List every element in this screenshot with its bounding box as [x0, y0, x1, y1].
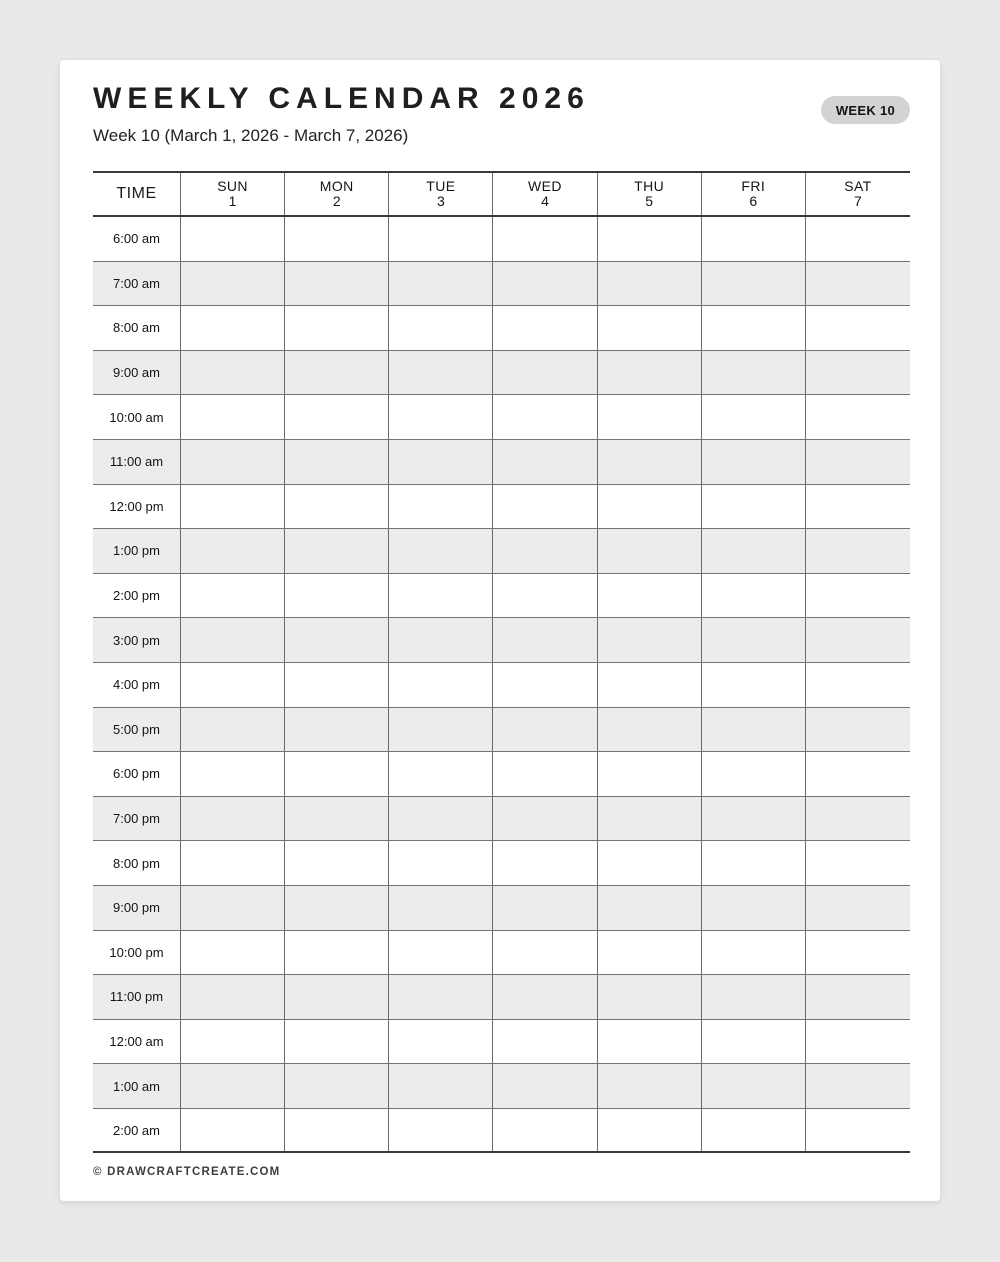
calendar-cell — [702, 886, 806, 930]
weekly-grid — [93, 171, 910, 1153]
time-row — [93, 306, 910, 351]
calendar-cell — [702, 708, 806, 752]
calendar-cell — [181, 931, 285, 975]
time-row — [93, 485, 910, 530]
day-date: 5 — [645, 193, 654, 209]
calendar-cell — [598, 306, 702, 350]
calendar-cell — [702, 752, 806, 796]
calendar-cell — [181, 752, 285, 796]
calendar-cell — [493, 1109, 597, 1152]
calendar-cell — [285, 886, 389, 930]
calendar-cell — [493, 618, 597, 662]
calendar-cell — [493, 351, 597, 395]
calendar-cell — [181, 574, 285, 618]
calendar-cell — [285, 485, 389, 529]
calendar-cell — [493, 841, 597, 885]
calendar-cell — [181, 217, 285, 261]
time-label: 11:00 am — [93, 440, 181, 484]
time-row — [93, 886, 910, 931]
calendar-cell — [702, 663, 806, 707]
day-name: MON — [319, 178, 354, 194]
calendar-cell — [285, 440, 389, 484]
calendar-cell — [285, 708, 389, 752]
grid-body — [93, 217, 910, 1153]
time-label: 8:00 am — [93, 306, 181, 350]
calendar-cell — [598, 529, 702, 573]
calendar-cell — [389, 351, 493, 395]
week-badge: WEEK 10 — [821, 96, 910, 124]
calendar-cell — [285, 574, 389, 618]
calendar-cell — [702, 931, 806, 975]
calendar-cell — [806, 1064, 910, 1108]
calendar-cell — [598, 708, 702, 752]
calendar-cell — [806, 797, 910, 841]
calendar-cell — [493, 975, 597, 1019]
calendar-cell — [598, 797, 702, 841]
calendar-cell — [493, 395, 597, 439]
calendar-cell — [598, 841, 702, 885]
calendar-cell — [389, 797, 493, 841]
time-row — [93, 1109, 910, 1154]
time-row — [93, 529, 910, 574]
calendar-cell — [285, 1064, 389, 1108]
time-label: 1:00 am — [93, 1064, 181, 1108]
calendar-cell — [598, 574, 702, 618]
calendar-cell — [806, 1109, 910, 1152]
calendar-cell — [598, 618, 702, 662]
calendar-cell — [598, 1064, 702, 1108]
calendar-cell — [598, 886, 702, 930]
calendar-cell — [181, 975, 285, 1019]
calendar-cell — [702, 1064, 806, 1108]
calendar-cell — [285, 1109, 389, 1152]
calendar-cell — [181, 663, 285, 707]
calendar-cell — [181, 1020, 285, 1064]
day-header — [285, 173, 389, 215]
day-date: 4 — [541, 193, 549, 209]
time-row — [93, 752, 910, 797]
calendar-cell — [181, 797, 285, 841]
calendar-cell — [806, 574, 910, 618]
time-label: 8:00 pm — [93, 841, 181, 885]
day-header — [493, 173, 597, 215]
calendar-cell — [493, 306, 597, 350]
calendar-cell — [493, 797, 597, 841]
calendar-cell — [285, 351, 389, 395]
calendar-cell — [389, 618, 493, 662]
calendar-cell — [181, 708, 285, 752]
calendar-cell — [285, 395, 389, 439]
calendar-cell — [285, 306, 389, 350]
calendar-cell — [806, 663, 910, 707]
time-row — [93, 574, 910, 619]
calendar-cell — [598, 485, 702, 529]
time-label: 5:00 pm — [93, 708, 181, 752]
time-label: 11:00 pm — [93, 975, 181, 1019]
time-row — [93, 708, 910, 753]
calendar-cell — [598, 663, 702, 707]
calendar-cell — [598, 931, 702, 975]
calendar-cell — [493, 440, 597, 484]
time-column-header: TIME — [93, 173, 181, 215]
calendar-cell — [285, 217, 389, 261]
calendar-cell — [389, 395, 493, 439]
calendar-cell — [493, 663, 597, 707]
time-row — [93, 618, 910, 663]
time-label: 2:00 am — [93, 1109, 181, 1152]
calendar-cell — [181, 886, 285, 930]
calendar-cell — [389, 752, 493, 796]
calendar-cell — [389, 529, 493, 573]
day-date: 1 — [228, 193, 237, 209]
calendar-cell — [702, 485, 806, 529]
calendar-cell — [806, 841, 910, 885]
calendar-cell — [389, 931, 493, 975]
calendar-cell — [389, 306, 493, 350]
calendar-cell — [702, 306, 806, 350]
time-row — [93, 351, 910, 396]
calendar-cell — [702, 797, 806, 841]
day-name: TUE — [426, 178, 456, 194]
calendar-cell — [702, 1109, 806, 1152]
calendar-cell — [598, 217, 702, 261]
calendar-cell — [806, 351, 910, 395]
time-label: 1:00 pm — [93, 529, 181, 573]
calendar-cell — [389, 886, 493, 930]
day-date: 7 — [854, 193, 862, 209]
grid-header-row — [93, 173, 910, 217]
time-row — [93, 262, 910, 307]
calendar-cell — [181, 841, 285, 885]
time-label: 2:00 pm — [93, 574, 181, 618]
calendar-cell — [181, 306, 285, 350]
calendar-cell — [285, 797, 389, 841]
calendar-cell — [806, 975, 910, 1019]
page-header — [93, 80, 910, 147]
calendar-cell — [493, 529, 597, 573]
calendar-cell — [702, 395, 806, 439]
time-label: 12:00 am — [93, 1020, 181, 1064]
calendar-cell — [389, 1064, 493, 1108]
calendar-cell — [181, 485, 285, 529]
calendar-page — [60, 60, 940, 1201]
day-name: SUN — [217, 178, 248, 194]
day-header — [598, 173, 702, 215]
time-row — [93, 841, 910, 886]
calendar-cell — [702, 975, 806, 1019]
time-label: 7:00 am — [93, 262, 181, 306]
calendar-cell — [598, 351, 702, 395]
calendar-cell — [702, 841, 806, 885]
calendar-cell — [702, 262, 806, 306]
calendar-cell — [181, 529, 285, 573]
calendar-cell — [598, 1020, 702, 1064]
calendar-cell — [389, 1020, 493, 1064]
calendar-cell — [285, 752, 389, 796]
day-name: SAT — [844, 178, 872, 194]
time-row — [93, 217, 910, 262]
calendar-cell — [702, 217, 806, 261]
calendar-cell — [181, 618, 285, 662]
calendar-cell — [181, 440, 285, 484]
time-label: 3:00 pm — [93, 618, 181, 662]
calendar-cell — [285, 529, 389, 573]
time-label: 4:00 pm — [93, 663, 181, 707]
calendar-cell — [598, 262, 702, 306]
day-date: 6 — [749, 193, 758, 209]
calendar-cell — [493, 1020, 597, 1064]
calendar-cell — [806, 485, 910, 529]
calendar-cell — [702, 351, 806, 395]
calendar-cell — [181, 351, 285, 395]
calendar-cell — [493, 752, 597, 796]
time-row — [93, 931, 910, 976]
calendar-cell — [702, 618, 806, 662]
time-row — [93, 797, 910, 842]
calendar-cell — [598, 752, 702, 796]
calendar-cell — [598, 440, 702, 484]
calendar-cell — [389, 975, 493, 1019]
calendar-cell — [806, 395, 910, 439]
time-label: 10:00 pm — [93, 931, 181, 975]
day-name: FRI — [741, 178, 766, 194]
day-date: 3 — [436, 193, 445, 209]
calendar-cell — [806, 886, 910, 930]
calendar-cell — [493, 1064, 597, 1108]
time-label: 9:00 pm — [93, 886, 181, 930]
calendar-cell — [493, 262, 597, 306]
time-label: 9:00 am — [93, 351, 181, 395]
calendar-cell — [181, 395, 285, 439]
calendar-cell — [389, 663, 493, 707]
calendar-cell — [181, 262, 285, 306]
calendar-cell — [806, 752, 910, 796]
calendar-cell — [493, 708, 597, 752]
calendar-cell — [702, 529, 806, 573]
page-title: WEEKLY CALENDAR 2026 — [93, 82, 590, 115]
calendar-cell — [285, 975, 389, 1019]
calendar-cell — [598, 975, 702, 1019]
calendar-cell — [806, 440, 910, 484]
calendar-cell — [493, 886, 597, 930]
time-row — [93, 1064, 910, 1109]
day-header — [389, 173, 493, 215]
calendar-cell — [806, 262, 910, 306]
calendar-cell — [389, 1109, 493, 1152]
calendar-cell — [806, 529, 910, 573]
time-row — [93, 663, 910, 708]
calendar-cell — [285, 262, 389, 306]
calendar-cell — [702, 440, 806, 484]
calendar-cell — [806, 618, 910, 662]
calendar-cell — [389, 440, 493, 484]
calendar-cell — [389, 574, 493, 618]
day-header — [702, 173, 806, 215]
time-row — [93, 1020, 910, 1065]
footer-credit: © DRAWCRAFTCREATE.COM — [93, 1166, 281, 1179]
time-label: 6:00 pm — [93, 752, 181, 796]
calendar-cell — [493, 217, 597, 261]
calendar-cell — [181, 1064, 285, 1108]
calendar-cell — [598, 395, 702, 439]
day-date: 2 — [332, 193, 341, 209]
calendar-cell — [389, 217, 493, 261]
calendar-cell — [806, 306, 910, 350]
calendar-cell — [702, 574, 806, 618]
calendar-cell — [806, 931, 910, 975]
day-header — [806, 173, 910, 215]
calendar-cell — [389, 841, 493, 885]
calendar-cell — [389, 708, 493, 752]
calendar-cell — [806, 1020, 910, 1064]
calendar-cell — [598, 1109, 702, 1152]
calendar-cell — [389, 262, 493, 306]
time-label: 7:00 pm — [93, 797, 181, 841]
page-subtitle: Week 10 (March 1, 2026 - March 7, 2026) — [93, 126, 409, 145]
day-name: THU — [634, 178, 665, 194]
time-label: 10:00 am — [93, 395, 181, 439]
calendar-cell — [285, 841, 389, 885]
time-label: 12:00 pm — [93, 485, 181, 529]
calendar-cell — [181, 1109, 285, 1152]
calendar-cell — [389, 485, 493, 529]
calendar-cell — [285, 931, 389, 975]
calendar-cell — [702, 1020, 806, 1064]
calendar-cell — [806, 708, 910, 752]
day-header — [181, 173, 285, 215]
calendar-cell — [285, 618, 389, 662]
calendar-cell — [493, 574, 597, 618]
calendar-cell — [285, 663, 389, 707]
time-row — [93, 395, 910, 440]
calendar-cell — [493, 485, 597, 529]
time-label: 6:00 am — [93, 217, 181, 261]
time-row — [93, 440, 910, 485]
calendar-cell — [285, 1020, 389, 1064]
day-name: WED — [528, 178, 562, 194]
calendar-cell — [493, 931, 597, 975]
calendar-cell — [806, 217, 910, 261]
time-row — [93, 975, 910, 1020]
